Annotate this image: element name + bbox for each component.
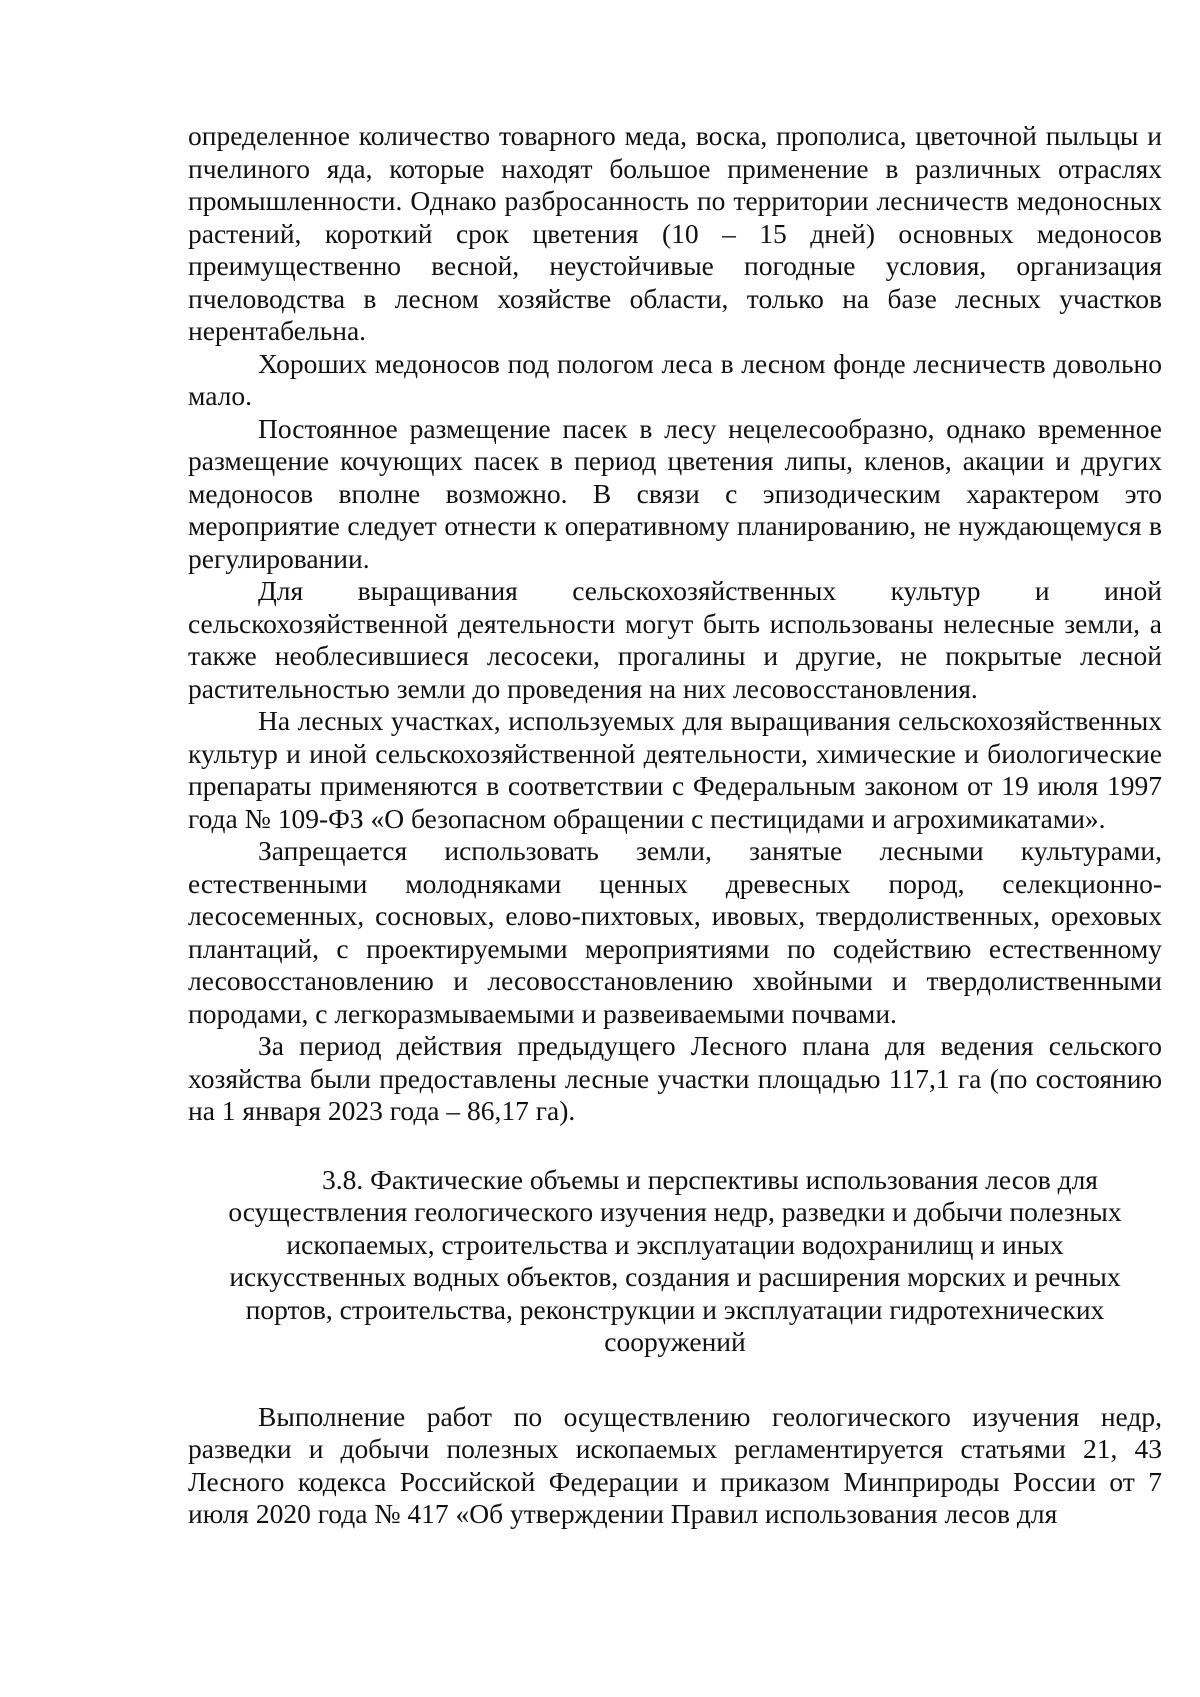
section-heading-line: искусственных водных объектов, создания и расширения морских и речных [229,1261,1121,1292]
paragraph-geological-works: Выполнение работ по осуществлению геологического изучения недр, разведки и добычи полезных ископаемых регламентируется статьями 21, 43 Лесного кодекса Российской Федерации и приказом Минприроды России от 7 июля 2020 года № 417 «Об утверждении Правил использования лесов для [188,1400,1162,1529]
paragraph-chemical-preparations: На лесных участках, используемых для выращивания сельскохозяйственных культур и иной сельскохозяйственной деятельности, химические и биологические препараты применяются в соответствии с Федеральным законом от 19 июля 1997 года № 109-ФЗ «О безопасном обращении с пестицидами и агрохимикатами». [188,705,1162,834]
section-heading-line: осуществления геологического изучения недр, разведки и добычи полезных [228,1196,1122,1227]
section-heading-3-8 [188,1164,1162,1359]
section-heading-line: 3.8. Фактические объемы и перспективы использования лесов для [322,1163,1098,1195]
paragraph-previous-plan: За период действия предыдущего Лесного плана для ведения сельского хозяйства были предоставлены лесные участки площадью 117,1 га (по состоянию на 1 января 2023 года – 86,17 га). [188,1030,1162,1126]
paragraph-agricultural-land: Для выращивания сельскохозяйственных культур и иной сельскохозяйственной деятельности могут быть использованы нелесные земли, а также необлесившиеся лесосеки, прогалины и другие, не покрытые лесной растительностью земли до проведения на них лесовосстановления. [188,575,1162,704]
paragraph-honey-production: определенное количество товарного меда, воска, прополиса, цветочной пыльцы и пчелиного яда, которые находят большое применение в различных отраслях промышленности. Однако разбросанность по территории лесничеств медоносных растений, короткий срок цветения (10 – 15 дней) основных медоносов преимущественно весной, неустойчивые погодные условия, организация пчеловодства в лесном хозяйстве области, только на базе лесных участков нерентабельна. [188,120,1162,346]
section-heading-line: портов, строительства, реконструкции и эксплуатации гидротехнических [245,1293,1105,1325]
section-spacer [188,1359,1162,1401]
section-heading-line: ископаемых, строительства и эксплуатации водохранилищ и иных [286,1228,1064,1260]
paragraph-prohibited-lands: Запрещается использовать земли, занятые лесными культурами, естественными молодняками ценных древесных пород, селекционно-лесосеменных, сосновых, елово-пихтовых, ивовых, твердолиственных, ореховых плантаций, с проектируемыми мероприятиями по содействию естественному лесовосстановлению и лесовосстановлению хвойными и твердолиственными породами, с легкоразмываемыми и развеиваемыми почвами. [188,835,1162,1029]
section-heading-line: сооружений [604,1326,746,1357]
paragraph-apiaries: Постоянное размещение пасек в лесу нецелесообразно, однако временное размещение кочующих пасек в период цветения липы, кленов, акации и других медоносов вполне возможно. В связи с эпизодическим характером это мероприятие следует отнести к оперативному планированию, не нуждающемуся в регулировании. [188,412,1162,574]
document-body [188,120,1162,1531]
paragraph-honey-plants: Хороших медоносов под пологом леса в лесном фонде лесничеств довольно мало. [188,347,1162,411]
